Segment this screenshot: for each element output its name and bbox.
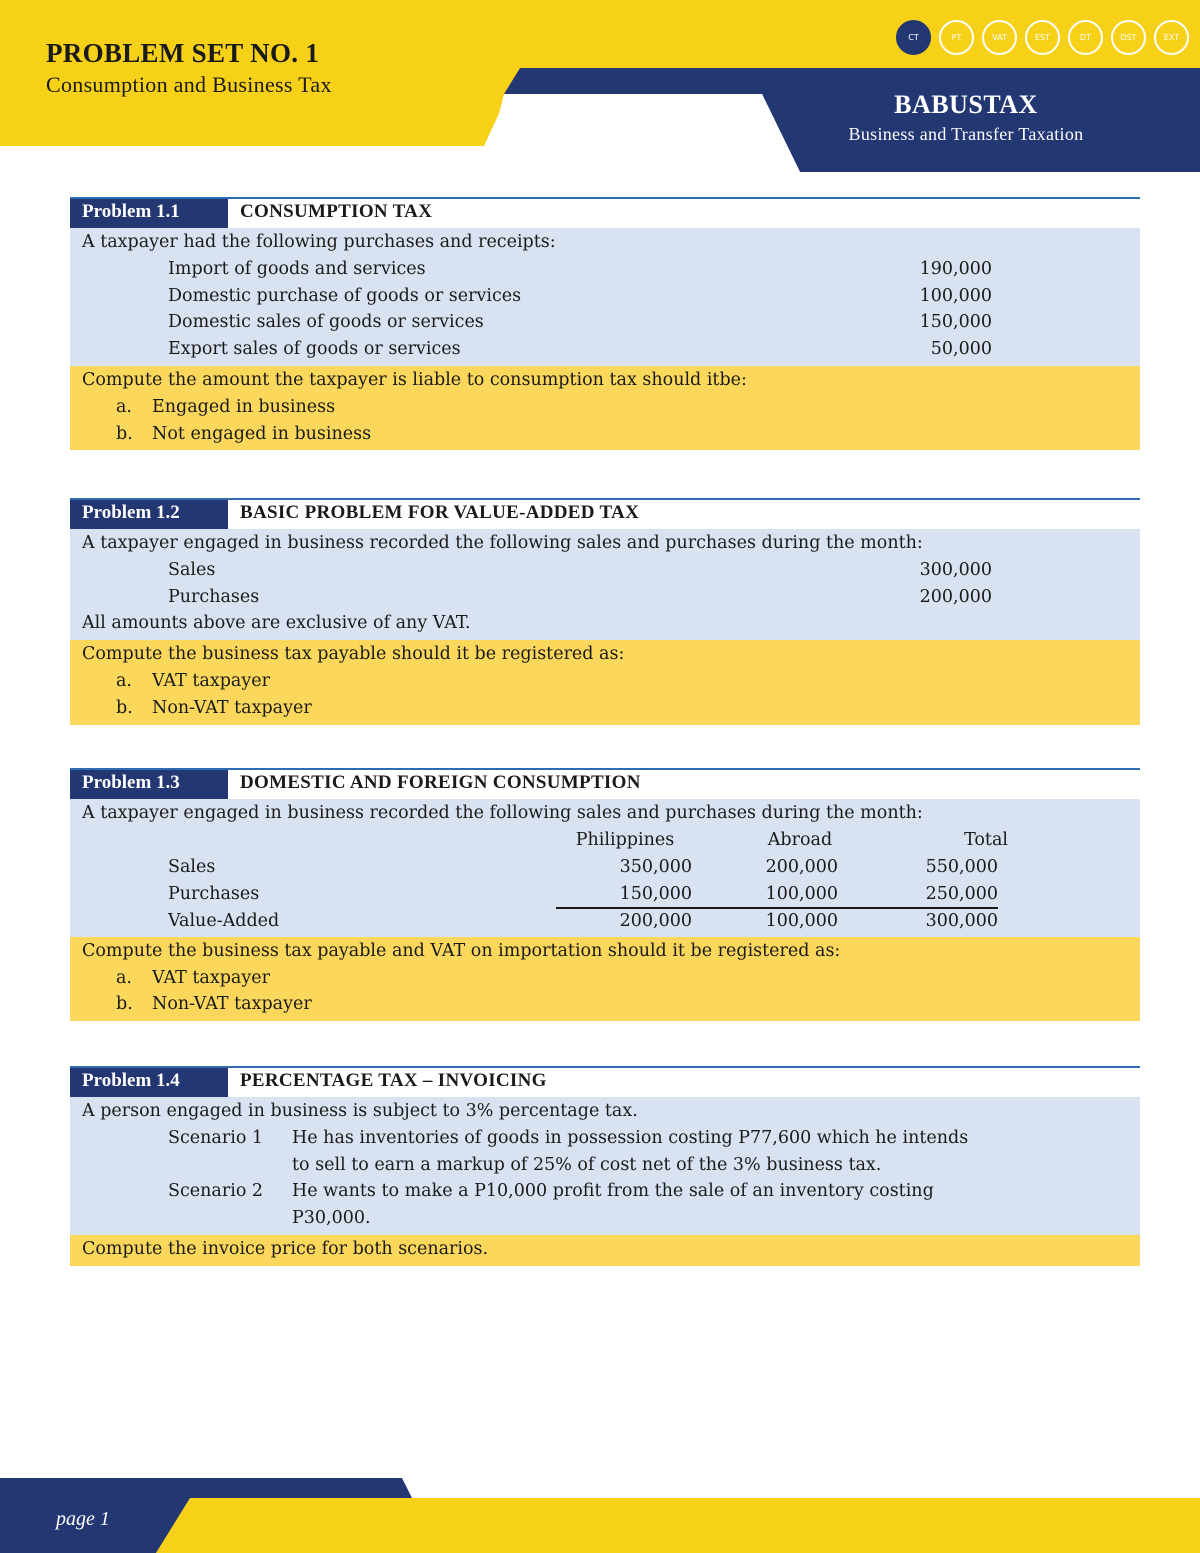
- list-item: Domestic purchase of goods or services 100,000: [168, 285, 992, 306]
- problem-header: [70, 768, 1140, 799]
- scenario: Scenario 2 He wants to make a P10,000 profit from the sale of an inventory costing P30,000.: [168, 1181, 934, 1229]
- problem-intro: A taxpayer engaged in business recorded the following sales and purchases during the month:: [82, 533, 923, 553]
- brand-name: BABUSTAX: [894, 90, 1038, 119]
- list-item: a. VAT taxpayer: [116, 670, 270, 691]
- problem-body: [70, 529, 1140, 640]
- brand-subtitle: Business and Transfer Taxation: [848, 124, 1084, 144]
- column-header: Philippines: [575, 829, 675, 850]
- problem-1-1: [70, 197, 1140, 450]
- problem-1-3: [70, 768, 1140, 1021]
- badge-ct: CT: [896, 20, 931, 55]
- list-item: b. Non-VAT taxpayer: [116, 697, 312, 718]
- list-item: Domestic sales of goods or services 150,000: [168, 312, 992, 333]
- scenario: Scenario 1 He has inventories of goods in possession costing P77,600 which he intends to sell to earn a markup of 25% of cost net of the 3% business tax.: [168, 1127, 969, 1175]
- badge-vat: VAT: [982, 20, 1017, 55]
- problem-title: PERCENTAGE TAX – INVOICING: [240, 1070, 547, 1091]
- badge-est: EST: [1025, 20, 1060, 55]
- value-added-table: [82, 827, 1128, 934]
- problem-1-4: [70, 1066, 1140, 1266]
- table-cell: 100,000: [765, 910, 838, 931]
- list-item: Sales 300,000: [168, 559, 992, 580]
- table-cell: 150,000: [619, 883, 692, 904]
- table-cell: 350,000: [619, 856, 692, 877]
- problem-note: All amounts above are exclusive of any VAT.: [82, 613, 471, 634]
- table-cell: 300,000: [925, 910, 998, 931]
- table-cell: 200,000: [619, 910, 692, 931]
- badge-dt: DT: [1068, 20, 1103, 55]
- page-number: page 1: [56, 1508, 110, 1530]
- list-item: b. Non-VAT taxpayer: [116, 994, 312, 1015]
- problem-intro: A taxpayer engaged in business recorded the following sales and purchases during the month:: [82, 803, 923, 823]
- row-label: Purchases: [168, 883, 260, 904]
- problem-number: Problem 1.4: [70, 1068, 228, 1097]
- badge-ext: EXT: [1154, 20, 1189, 55]
- row-label: Value-Added: [168, 910, 280, 931]
- badge-dst: DST: [1111, 20, 1146, 55]
- problem-header: [70, 197, 1140, 228]
- page-subtitle: Consumption and Business Tax: [46, 72, 332, 97]
- table-cell: 100,000: [765, 883, 838, 904]
- problem-title: CONSUMPTION TAX: [240, 201, 433, 222]
- column-header: Total: [964, 829, 1008, 850]
- list-item: Purchases 200,000: [168, 586, 992, 607]
- problem-1-2: [70, 498, 1140, 725]
- table-cell: 200,000: [765, 856, 838, 877]
- problem-question: Compute the invoice price for both scenarios.: [70, 1235, 1140, 1266]
- row-label: Sales: [168, 856, 216, 877]
- problem-body: [70, 1097, 1140, 1235]
- footer-banner: [0, 1478, 1200, 1553]
- problem-header: [70, 498, 1140, 529]
- problem-intro: A taxpayer had the following purchases and receipts:: [82, 232, 556, 252]
- page-title: PROBLEM SET NO. 1: [46, 38, 320, 68]
- problem-question: Compute the business tax payable should it be registered as: a. VAT taxpayer b. Non-VAT taxpayer: [70, 640, 1140, 724]
- problem-intro: A person engaged in business is subject to 3% percentage tax.: [82, 1101, 638, 1121]
- problem-body: [70, 799, 1140, 937]
- table-cell: 550,000: [925, 856, 998, 877]
- problem-number: Problem 1.3: [70, 770, 228, 799]
- problem-body: [70, 228, 1140, 366]
- problem-question: Compute the amount the taxpayer is liable to consumption tax should itbe: a. Engaged in business b. Not engaged in business: [70, 366, 1140, 450]
- problem-header: [70, 1066, 1140, 1097]
- problem-title: BASIC PROBLEM FOR VALUE-ADDED TAX: [240, 502, 640, 523]
- column-header: Abroad: [767, 829, 833, 850]
- problem-number: Problem 1.2: [70, 500, 228, 529]
- list-item: a. VAT taxpayer: [116, 967, 270, 988]
- topic-badges: [896, 20, 1189, 55]
- table-cell: 250,000: [925, 883, 998, 904]
- list-item: Export sales of goods or services 50,000: [168, 339, 992, 360]
- list-item: Import of goods and services 190,000: [168, 258, 992, 279]
- problem-number: Problem 1.1: [70, 199, 228, 228]
- problem-title: DOMESTIC AND FOREIGN CONSUMPTION: [240, 772, 641, 793]
- list-item: b. Not engaged in business: [116, 423, 372, 444]
- problem-question: Compute the business tax payable and VAT on importation should it be registered as: a. VAT taxpayer b. Non-VAT taxpayer: [70, 937, 1140, 1021]
- list-item: a. Engaged in business: [116, 396, 336, 417]
- badge-pt: PT: [939, 20, 974, 55]
